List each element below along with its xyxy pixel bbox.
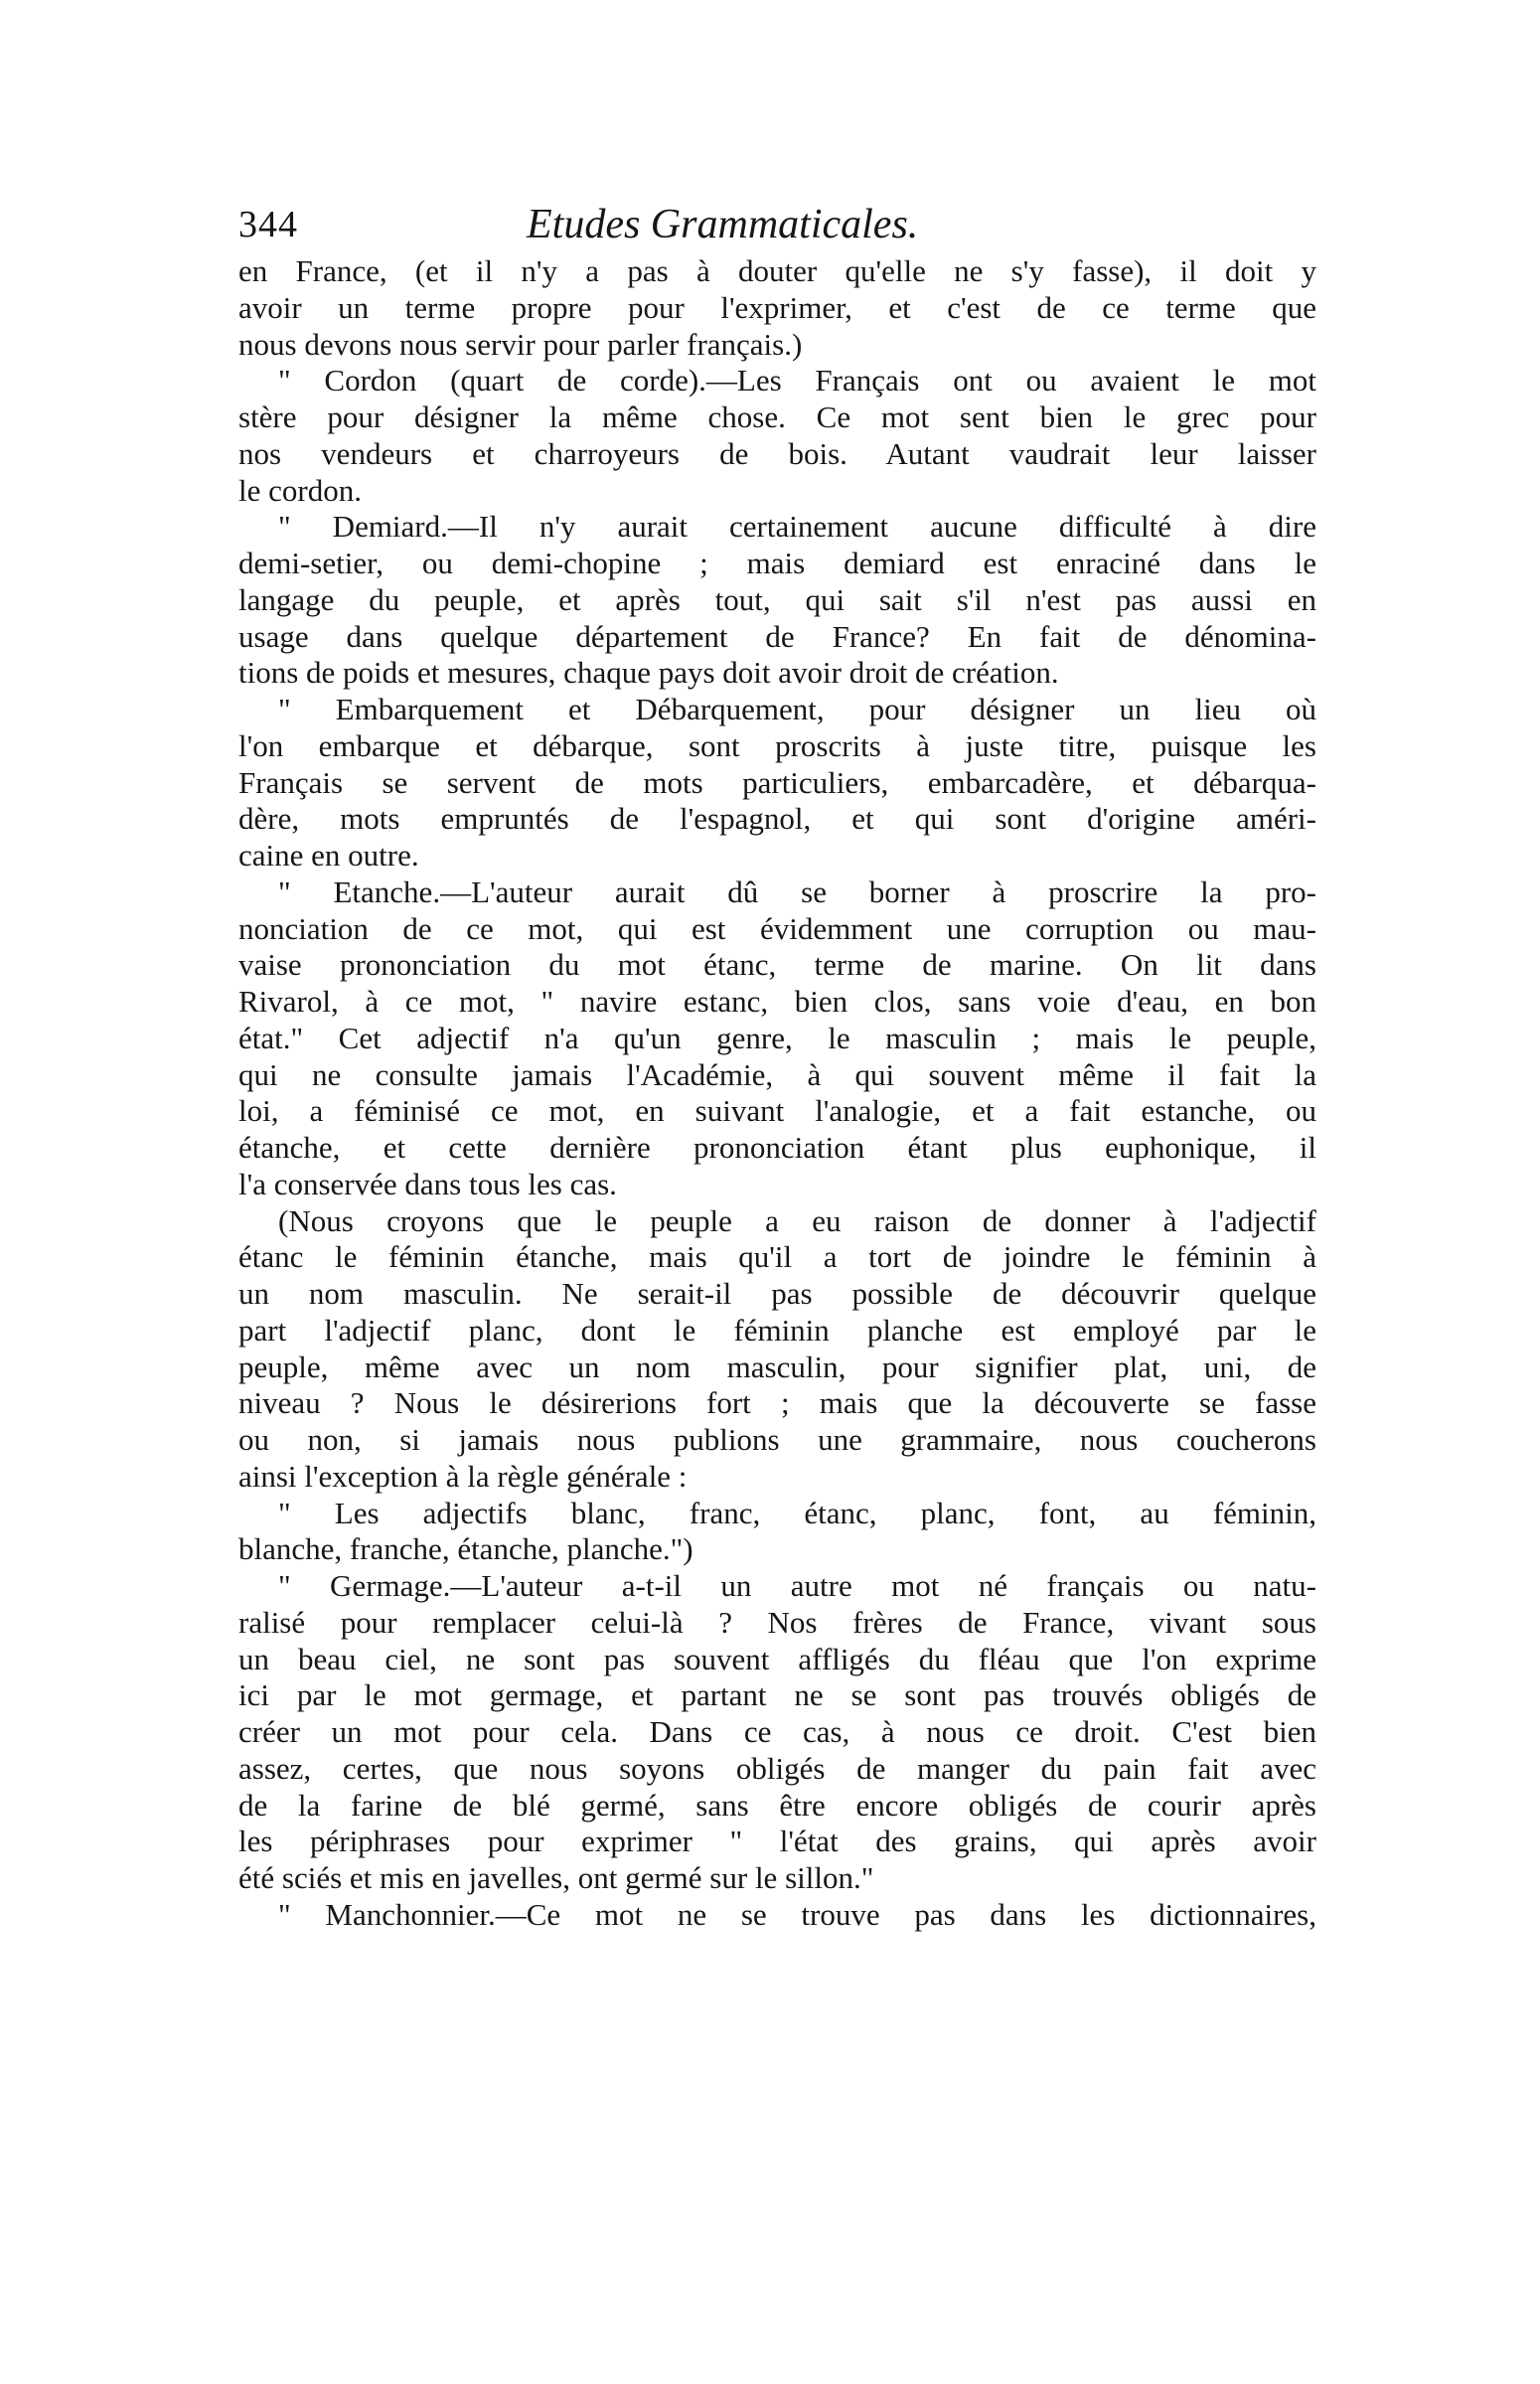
text-line: de la farine de blé germé, sans être encore obligés de courir après <box>238 1787 1316 1823</box>
text-line: les périphrases pour exprimer " l'état des grains, qui après avoir <box>238 1824 1316 1859</box>
text-line: blanche, franche, étanche, planche.") <box>238 1531 693 1567</box>
text-line: nous devons nous servir pour parler français.) <box>238 326 803 362</box>
text-line: dère, mots empruntés de l'espagnol, et qui sont d'origine améri- <box>238 801 1316 837</box>
text-line: qui ne consulte jamais l'Académie, à qui souvent même il fait la <box>238 1056 1316 1092</box>
text-line: état." Cet adjectif n'a qu'un genre, le masculin ; mais le peuple, <box>238 1020 1316 1055</box>
text-line: nonciation de ce mot, qui est évidemment une corruption ou mau- <box>238 910 1316 946</box>
text-line: ici par le mot germage, et partant ne se sont pas trouvés obligés de <box>238 1677 1316 1713</box>
text-line: ou non, si jamais nous publions une grammaire, nous coucherons <box>238 1422 1316 1457</box>
running-title: Etudes Grammaticales. <box>527 202 919 247</box>
text-line: été sciés et mis en javelles, ont germé sur le sillon." <box>238 1860 874 1895</box>
text-line: tions de poids et mesures, chaque pays doit avoir droit de création. <box>238 655 1059 691</box>
text-line: " Manchonnier.—Ce mot ne se trouve pas dans les dictionnaires, <box>278 1896 1316 1932</box>
text-line: ainsi l'exception à la règle générale : <box>238 1458 688 1494</box>
text-line: part l'adjectif planc, dont le féminin planche est employé par le <box>238 1312 1316 1348</box>
text-line: étanc le féminin étanche, mais qu'il a tort de joindre le féminin à <box>238 1239 1316 1275</box>
text-line: stère pour désigner la même chose. Ce mot sent bien le grec pour <box>238 399 1316 434</box>
text-line: nos vendeurs et charroyeurs de bois. Autant vaudrait leur laisser <box>238 435 1316 471</box>
text-line: " Cordon (quart de corde).—Les Français ont ou avaient le mot <box>278 363 1316 398</box>
text-line: Français se servent de mots particuliers, embarcadère, et débarqua- <box>238 764 1316 800</box>
text-line: loi, a féminisé ce mot, en suivant l'analogie, et a fait estanche, ou <box>238 1093 1316 1129</box>
page-header <box>238 195 1316 254</box>
text-line: ralisé pour remplacer celui-là ? Nos frères de France, vivant sous <box>238 1604 1316 1640</box>
text-line: un beau ciel, ne sont pas souvent affligés du fléau que l'on exprime <box>238 1641 1316 1676</box>
text-line: caine en outre. <box>238 838 419 873</box>
text-line: peuple, même avec un nom masculin, pour signifier plat, uni, de <box>238 1349 1316 1384</box>
text-line: un nom masculin. Ne serait-il pas possible de découvrir quelque <box>238 1276 1316 1311</box>
text-line: avoir un terme propre pour l'exprimer, et c'est de ce terme que <box>238 289 1316 325</box>
text-line: langage du peuple, et après tout, qui sait s'il n'est pas aussi en <box>238 581 1316 617</box>
text-line: niveau ? Nous le désirerions fort ; mais que la découverte se fasse <box>238 1385 1316 1421</box>
text-line: " Demiard.—Il n'y aurait certainement aucune difficulté à dire <box>278 509 1316 545</box>
text-line: l'a conservée dans tous les cas. <box>238 1166 617 1201</box>
text-line: en France, (et il n'y a pas à douter qu'elle ne s'y fasse), il doit y <box>238 253 1316 288</box>
text-line: le cordon. <box>238 472 362 508</box>
text-line: l'on embarque et débarque, sont proscrits à juste titre, puisque les <box>238 727 1316 763</box>
text-line: étanche, et cette dernière prononciation étant plus euphonique, il <box>238 1130 1316 1165</box>
text-line: usage dans quelque département de France? En fait de dénomina- <box>238 618 1316 654</box>
body-text <box>238 253 1316 1934</box>
page-number: 344 <box>238 204 298 245</box>
text-line: créer un mot pour cela. Dans ce cas, à nous ce droit. C'est bien <box>238 1714 1316 1749</box>
text-line: " Etanche.—L'auteur aurait dû se borner à proscrire la pro- <box>278 874 1316 909</box>
text-line: (Nous croyons que le peuple a eu raison de donner à l'adjectif <box>278 1202 1316 1238</box>
text-line: " Germage.—L'auteur a-t-il un autre mot né français ou natu- <box>278 1568 1316 1603</box>
text-line: " Embarquement et Débarquement, pour désigner un lieu où <box>278 692 1316 726</box>
text-line: assez, certes, que nous soyons obligés de manger du pain fait avec <box>238 1750 1316 1786</box>
text-line: vaise prononciation du mot étanc, terme de marine. On lit dans <box>238 947 1316 983</box>
text-line: demi-setier, ou demi-chopine ; mais demiard est enraciné dans le <box>238 546 1316 580</box>
text-line: " Les adjectifs blanc, franc, étanc, planc, font, au féminin, <box>278 1495 1316 1530</box>
text-line: Rivarol, à ce mot, " navire estanc, bien clos, sans voie d'eau, en bon <box>238 984 1316 1019</box>
